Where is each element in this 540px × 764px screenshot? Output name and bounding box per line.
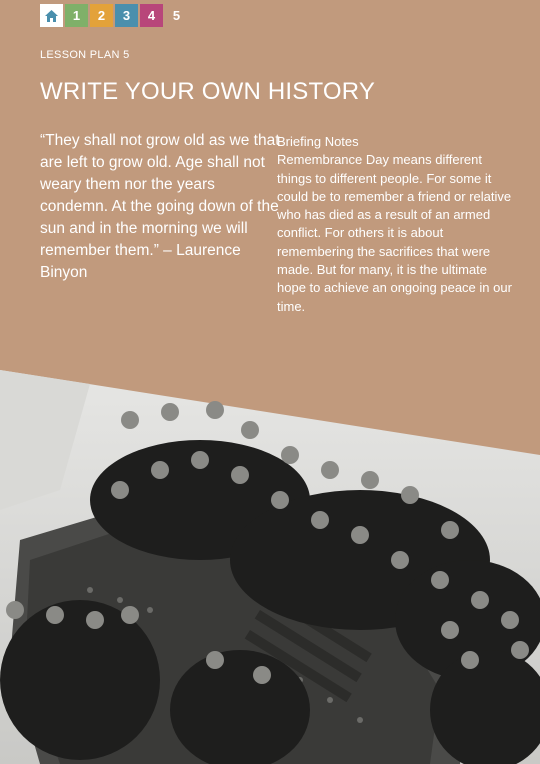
briefing-title: Briefing Notes: [277, 134, 359, 149]
briefing-notes: [277, 133, 517, 316]
tab-lesson-3[interactable]: 3: [115, 4, 138, 27]
lesson-nav: [40, 4, 188, 27]
home-icon: [44, 9, 59, 23]
briefing-body: Remembrance Day means different things to different people. For some it could be to remember a friend or relative who has died as a result of an armed conflict. For others it is about remembering the sacrifices that were made. But for many, it is the ultimate hope to achieve an ongoing peace in our time.: [277, 152, 512, 314]
tab-lesson-2[interactable]: 2: [90, 4, 113, 27]
home-tab[interactable]: [40, 4, 63, 27]
tab-lesson-5-current[interactable]: 5: [172, 8, 181, 23]
lesson-label: LESSON PLAN 5: [40, 49, 130, 61]
tab-lesson-1[interactable]: 1: [65, 4, 88, 27]
page-title: WRITE YOUR OWN HISTORY: [40, 78, 376, 105]
ww1-soldiers-on-tank-photo: [0, 360, 540, 764]
poem-quote: “They shall not grow old as we that are left to grow old. Age shall not weary them nor the years condemn. At the going down of the sun and in the morning we will remember them.” – Laurence Binyon: [40, 132, 280, 281]
tab-lesson-4[interactable]: 4: [140, 4, 163, 27]
